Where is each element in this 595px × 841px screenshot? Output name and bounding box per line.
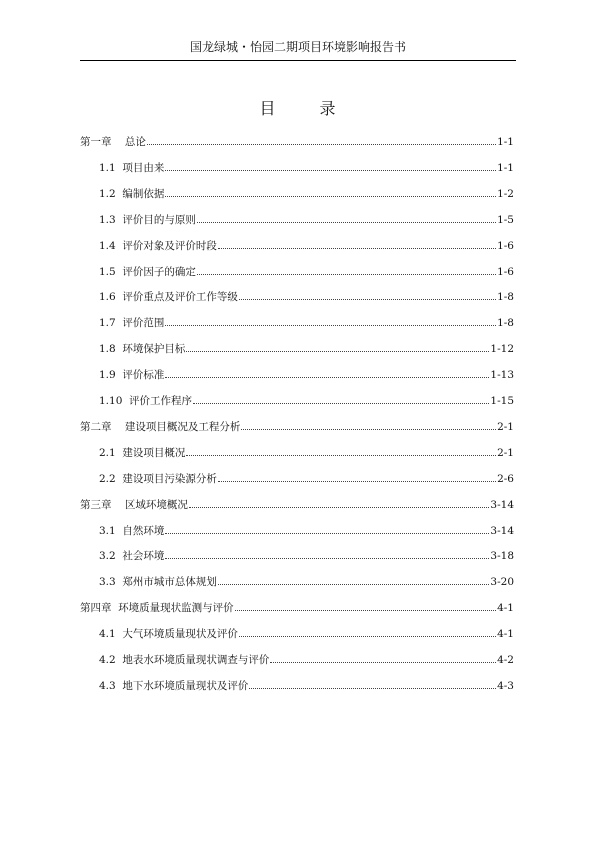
toc-entry-label: 1.2 编制依据 <box>99 187 165 200</box>
toc-dot-leader <box>165 558 489 559</box>
toc-entry-label: 3.1 自然环境 <box>99 524 165 537</box>
toc-entry-label: 2.1 建设项目概况 <box>99 446 186 459</box>
toc-entry-label: 第三章 区域环境概况 <box>80 498 188 511</box>
toc-dot-leader <box>197 222 496 223</box>
toc-entry-page-number: 1-1 <box>497 161 514 174</box>
toc-entry-label: 1.9 评价标准 <box>99 369 165 382</box>
toc-entry-page-number: 1-12 <box>490 343 514 356</box>
toc-entry-label: 1.4 评价对象及评价时段 <box>99 239 217 252</box>
toc-dot-leader <box>193 403 489 404</box>
toc-dot-leader <box>197 274 496 275</box>
document-header-title: 国龙绿城・怡园二期项目环境影响报告书 <box>189 40 406 54</box>
toc-entry-label: 1.3 评价目的与原则 <box>99 213 196 226</box>
toc-entry-label: 4.3 地下水环境质量现状及评价 <box>99 679 249 692</box>
toc-entry-label: 4.2 地表水环境质量现状调查与评价 <box>99 654 270 666</box>
toc-section-entry[interactable] <box>99 572 514 588</box>
toc-chapter-entry[interactable] <box>80 132 514 148</box>
toc-entry-page-number: 3-14 <box>490 498 514 511</box>
toc-section-entry[interactable] <box>99 521 514 537</box>
toc-entry-label: 4.1 大气环境质量现状及评价 <box>99 628 238 641</box>
toc-section-entry[interactable] <box>99 236 514 252</box>
toc-dot-leader <box>270 662 496 663</box>
toc-entry-label: 第二章 建设项目概况及工程分析 <box>80 420 241 433</box>
toc-section-entry[interactable] <box>99 676 514 692</box>
toc-entry-page-number: 2-1 <box>497 446 514 459</box>
toc-chapter-entry[interactable] <box>80 598 514 614</box>
toc-title: 目录 <box>259 99 380 118</box>
toc-entry-label: 2.2 建设项目污染源分析 <box>99 472 217 485</box>
toc-entry-page-number: 2-1 <box>497 420 514 433</box>
toc-entry-label: 第一章 总论 <box>80 136 146 148</box>
toc-entry-page-number: 1-13 <box>490 369 514 382</box>
toc-section-entry[interactable] <box>99 443 514 459</box>
toc-dot-leader <box>239 299 496 300</box>
toc-section-entry[interactable] <box>99 339 514 355</box>
toc-section-entry[interactable] <box>99 262 514 278</box>
toc-dot-leader <box>218 584 490 585</box>
toc-dot-leader <box>218 481 496 482</box>
header-divider <box>80 60 516 61</box>
toc-dot-leader <box>147 144 496 145</box>
toc-entry-page-number: 1-5 <box>497 213 514 226</box>
toc-entry-page-number: 1-6 <box>497 265 514 278</box>
toc-section-entry[interactable] <box>99 391 514 407</box>
toc-entry-page-number: 2-6 <box>497 472 514 485</box>
toc-entry-page-number: 4-1 <box>497 628 514 641</box>
toc-entry-page-number: 4-1 <box>497 602 514 615</box>
toc-dot-leader <box>218 248 496 249</box>
toc-entry-page-number: 3-14 <box>490 524 514 537</box>
toc-entry-label: 1.7 评价范围 <box>99 317 165 330</box>
toc-dot-leader <box>186 351 489 352</box>
toc-dot-leader <box>239 636 496 637</box>
toc-section-entry[interactable] <box>99 158 514 174</box>
toc-section-entry[interactable] <box>99 287 514 303</box>
toc-entry-label: 1.10 评价工作程序 <box>99 395 193 407</box>
toc-dot-leader <box>165 377 489 378</box>
toc-dot-leader <box>186 455 496 456</box>
toc-section-entry[interactable] <box>99 210 514 226</box>
toc-entry-label: 1.1 项目由来 <box>99 161 165 174</box>
toc-entry-page-number: 1-1 <box>497 136 514 148</box>
toc-section-entry[interactable] <box>99 546 514 562</box>
toc-section-entry[interactable] <box>99 469 514 485</box>
toc-section-entry[interactable] <box>99 365 514 381</box>
toc-dot-leader <box>165 170 496 171</box>
toc-entry-page-number: 3-20 <box>490 576 514 589</box>
toc-entry-page-number: 4-2 <box>497 654 514 666</box>
toc-chapter-entry[interactable] <box>80 495 514 511</box>
toc-entry-page-number: 1-15 <box>490 395 514 407</box>
toc-chapter-entry[interactable] <box>80 417 514 433</box>
toc-section-entry[interactable] <box>99 650 514 666</box>
toc-dot-leader <box>165 196 496 197</box>
toc-entry-label: 1.8 环境保护目标 <box>99 343 186 356</box>
toc-entry-page-number: 1-6 <box>497 239 514 252</box>
toc-section-entry[interactable] <box>99 313 514 329</box>
toc-dot-leader <box>241 429 496 430</box>
toc-entry-page-number: 1-8 <box>497 317 514 330</box>
toc-dot-leader <box>235 610 496 611</box>
toc-entry-label: 第四章 环境质量现状监测与评价 <box>80 602 234 615</box>
toc-entry-page-number: 1-2 <box>497 187 514 200</box>
toc-entry-label: 1.6 评价重点及评价工作等级 <box>99 291 238 304</box>
toc-entry-label: 3.3 郑州市城市总体规划 <box>99 576 217 589</box>
toc-dot-leader <box>165 533 489 534</box>
toc-entry-label: 1.5 评价因子的确定 <box>99 265 196 278</box>
toc-entry-label: 3.2 社会环境 <box>99 550 165 563</box>
toc-dot-leader <box>165 325 496 326</box>
toc-section-entry[interactable] <box>99 624 514 640</box>
toc-entry-page-number: 4-3 <box>497 679 514 692</box>
toc-dot-leader <box>189 507 490 508</box>
toc-entry-page-number: 1-8 <box>497 291 514 304</box>
toc-section-entry[interactable] <box>99 184 514 200</box>
toc-entry-page-number: 3-18 <box>490 550 514 563</box>
toc-dot-leader <box>249 688 496 689</box>
